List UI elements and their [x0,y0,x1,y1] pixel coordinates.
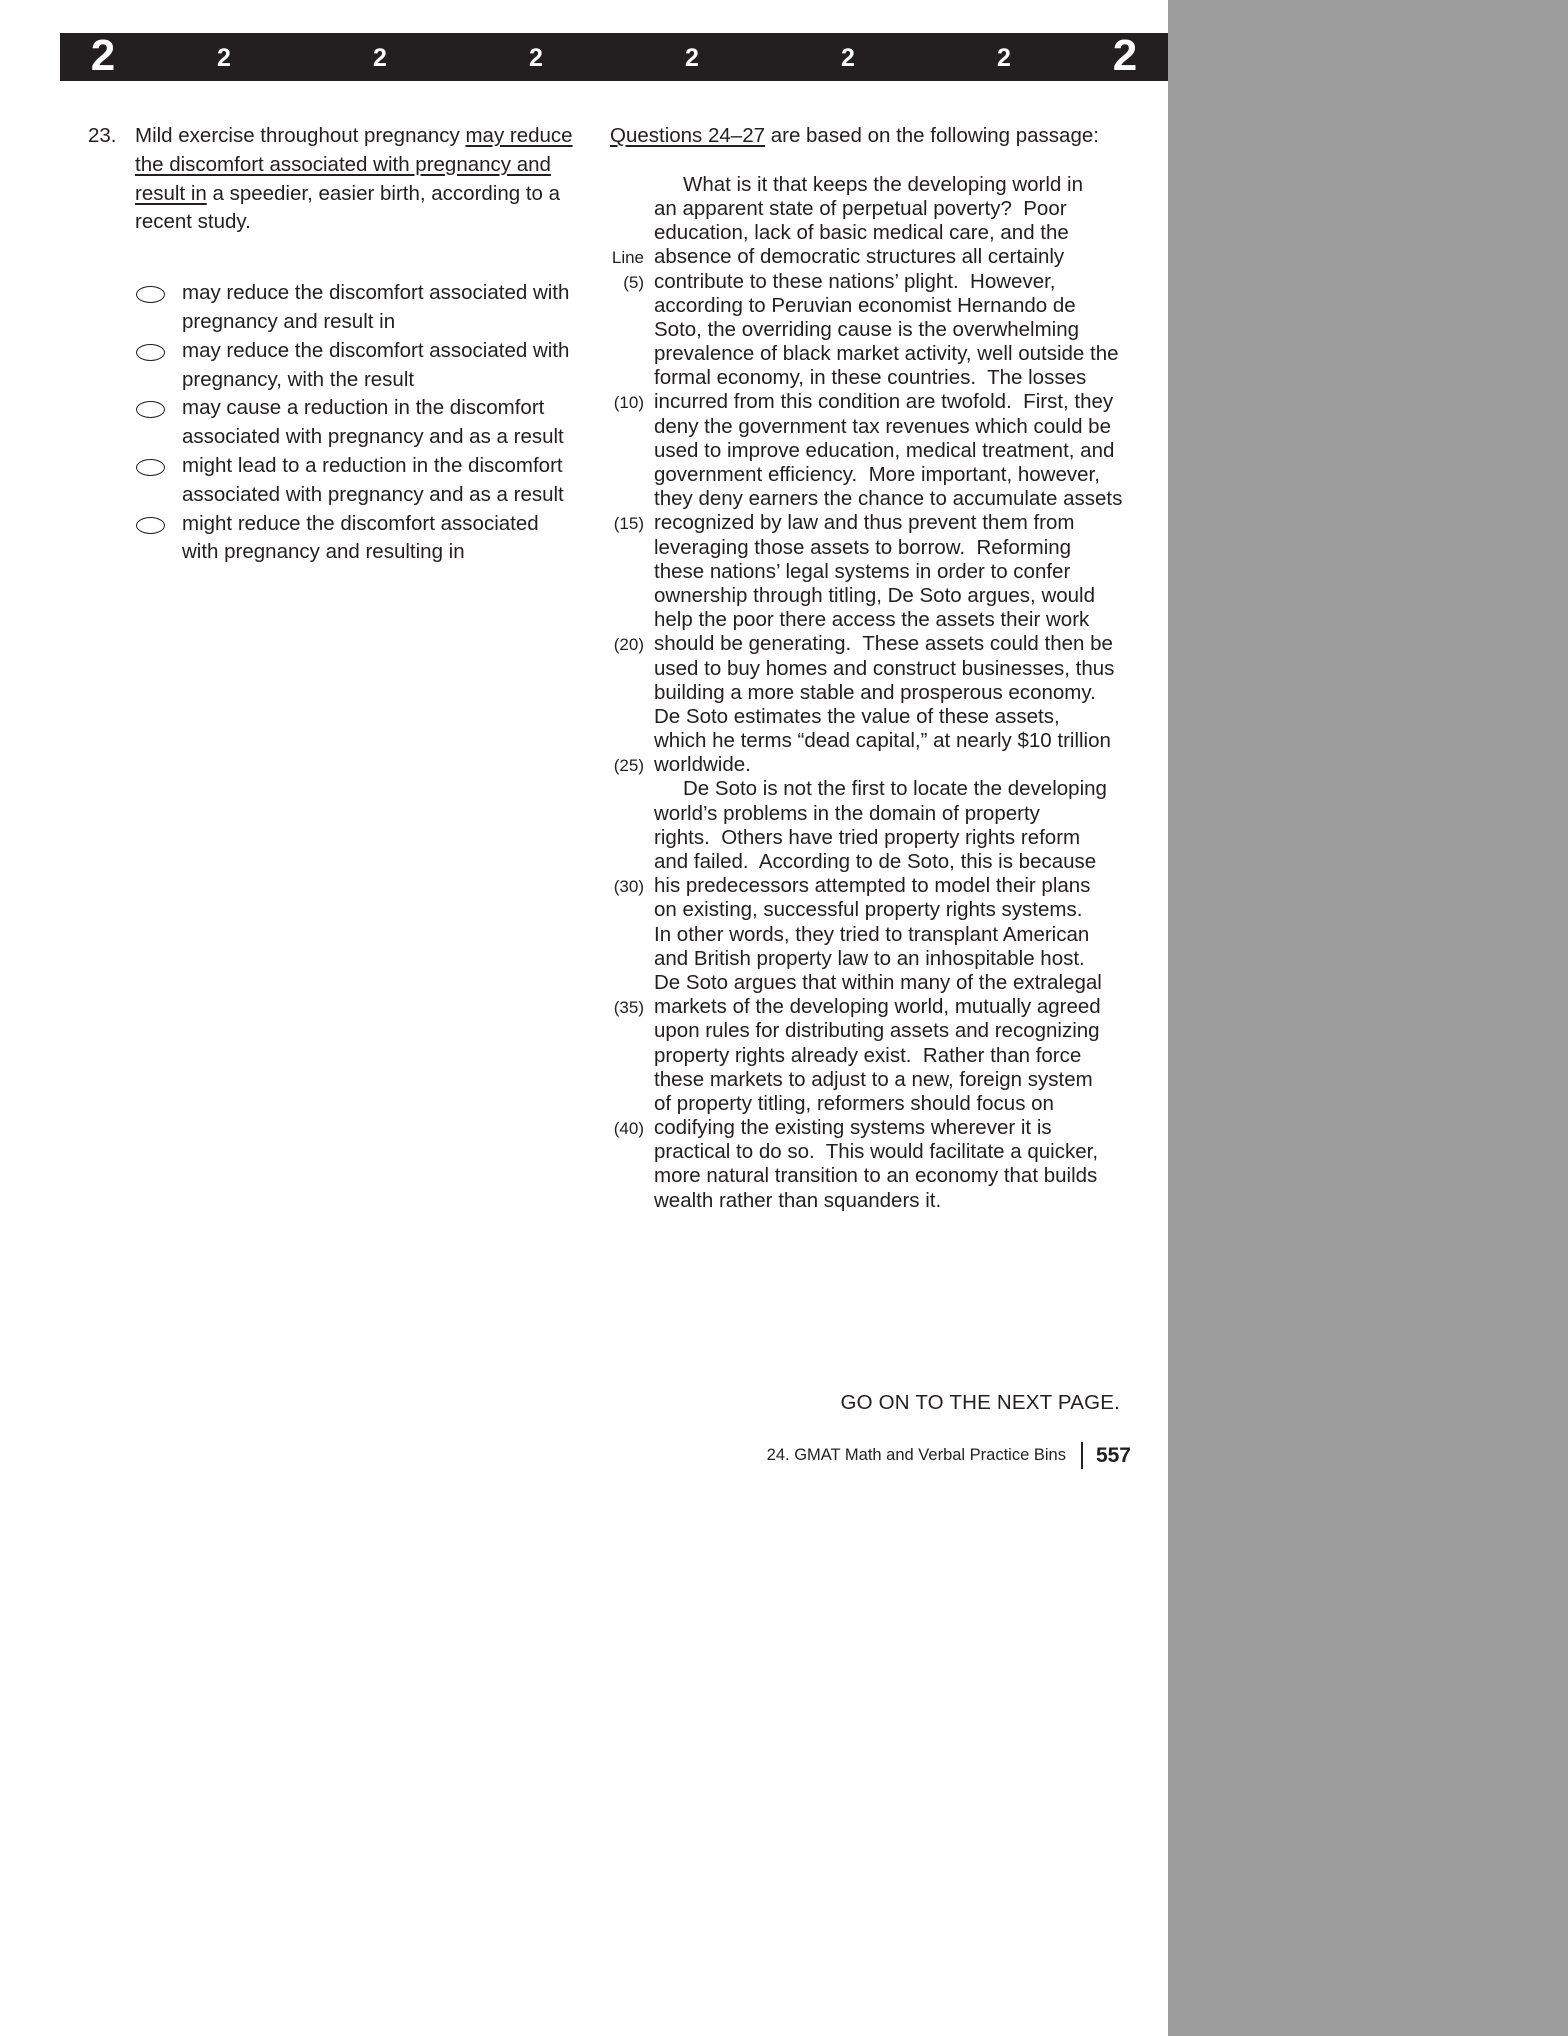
passage-line-number: Line [611,248,644,268]
passage-line [610,294,1130,318]
passage-line-text: an apparent state of perpetual poverty? Poor [654,196,1067,220]
answer-choice-d[interactable] [136,452,578,510]
passage-line-text: property rights already exist. Rather than force [654,1043,1082,1067]
banner-section-number: 2 [997,43,1011,72]
passage-line [610,632,1130,656]
passage-line [610,971,1130,995]
passage-heading-rest: are based on the following passage: [765,124,1099,147]
passage-line-text: Soto, the overriding cause is the overwhelming [654,317,1080,341]
answer-choice-label: might reduce the discomfort associated with pregnancy and resulting in [182,511,539,564]
passage-line-number: (35) [613,998,644,1018]
passage-line-text: used to buy homes and construct businesses, thus [654,656,1115,680]
passage-line-text: wealth rather than squanders it. [654,1188,942,1212]
banner-section-number-left: 2 [90,31,116,80]
footer-page-number: 557 [1095,1443,1131,1467]
passage-line [610,487,1130,511]
passage-line-text: deny the government tax revenues which could be [654,414,1111,438]
passage-line [610,729,1130,753]
passage-line [610,777,1130,801]
book-edge-gutter [1168,0,1568,2036]
answer-choice-label: might lead to a reduction in the discomfort associated with pregnancy and as a result [182,453,564,506]
banner-section-number: 2 [685,43,699,72]
passage-line-number: (10) [613,393,644,413]
answer-choices [88,279,578,567]
passage-line [610,1092,1130,1116]
question-stem-pre: Mild exercise throughout pregnancy [135,124,466,147]
answer-bubble-icon[interactable] [136,286,165,303]
passage-line-number: (30) [613,877,644,897]
passage-line-text: codifying the existing systems wherever it is [654,1116,1052,1140]
right-column [610,122,1130,1213]
passage-line [610,898,1130,922]
passage-line-text: they deny earners the chance to accumulate assets [654,487,1123,511]
passage-line [610,753,1130,777]
passage-line-text: should be generating. These assets could then be [654,632,1113,656]
passage-line-text: contribute to these nations’ plight. However, [654,269,1056,293]
passage-line [610,850,1130,874]
passage-line-text: ownership through titling, De Soto argues, would [654,583,1096,607]
answer-bubble-icon[interactable] [136,517,165,534]
passage-line [610,874,1130,898]
question-number: 23. [88,124,117,147]
passage-line-text: government efficiency. More important, however, [654,463,1100,487]
passage-line-text: markets of the developing world, mutually agreed [654,995,1101,1019]
passage-line-number: (5) [623,272,644,292]
banner-section-number: 2 [217,43,231,72]
answer-bubble-icon[interactable] [136,401,165,418]
passage-line-text: practical to do so. This would facilitate a quicker, [654,1140,1099,1164]
passage-line [610,415,1130,439]
passage-line-text: recognized by law and thus prevent them from [654,511,1075,535]
passage-line [610,245,1130,269]
answer-choice-label: may reduce the discomfort associated with pregnancy and result in [182,281,570,333]
passage-line [610,221,1130,245]
passage-line-text: used to improve education, medical treatment, and [654,438,1115,462]
passage-line [610,1044,1130,1068]
answer-choice-label: may reduce the discomfort associated with pregnancy, with the result [182,338,570,391]
passage-line-number: (40) [613,1119,644,1139]
passage-line-text: more natural transition to an economy that builds [654,1164,1098,1188]
passage-line-text: of property titling, reformers should focus on [654,1091,1054,1115]
footer-divider [1081,1442,1083,1469]
passage-line-text: these markets to adjust to a new, foreign system [654,1067,1093,1091]
question-stem-post: a speedier, easier birth, according to a recent study. [135,181,561,234]
passage-line [610,511,1130,535]
passage-line [610,1068,1130,1092]
passage-line [610,608,1130,632]
banner-section-number: 2 [373,43,387,72]
left-column [88,122,578,567]
banner-section-number-right: 2 [1112,31,1138,80]
passage-line [610,923,1130,947]
passage-line-text: and British property law to an inhospitable host. [654,946,1085,970]
passage-line [610,802,1130,826]
passage-line-text: worldwide. [654,753,751,777]
question-23 [88,122,578,237]
passage-line-number: (20) [613,635,644,655]
question-stem [135,122,578,237]
passage-line-text: What is it that keeps the developing world in [683,172,1083,196]
passage-line [610,705,1130,729]
passage-line-text: world’s problems in the domain of property [654,801,1040,825]
passage-line [610,390,1130,414]
passage-line-text: which he terms “dead capital,” at nearly $10 trillion [654,729,1111,753]
passage-line-text: and failed. According to de Soto, this is because [654,850,1097,874]
page-footer [0,1442,1131,1469]
banner-section-number: 2 [841,43,855,72]
answer-choice-c[interactable] [136,394,578,452]
section-banner [60,33,1168,81]
answer-choice-b[interactable] [136,337,578,395]
passage-line-text: prevalence of black market activity, well outside the [654,342,1119,366]
passage-line [610,584,1130,608]
passage-line-text: incurred from this condition are twofold. First, they [654,390,1114,414]
footer-chapter-label: 24. GMAT Math and Verbal Practice Bins [766,1446,1066,1464]
passage-line [610,1140,1130,1164]
passage-line-text: leveraging those assets to borrow. Reforming [654,535,1072,559]
passage-line [610,1019,1130,1043]
passage-line-text: education, lack of basic medical care, and the [654,221,1069,245]
passage-line-number: (25) [613,756,644,776]
answer-choice-e[interactable] [136,510,578,568]
passage-line [610,560,1130,584]
passage-line [610,173,1130,197]
passage-line [610,270,1130,294]
passage-line-text: rights. Others have tried property rights reform [654,825,1081,849]
passage-line-text: In other words, they tried to transplant American [654,922,1090,946]
answer-bubble-icon[interactable] [136,459,165,476]
passage-line [610,318,1130,342]
passage-line [610,947,1130,971]
passage-heading-range: Questions 24–27 [610,124,766,147]
passage-line-text: help the poor there access the assets their work [654,608,1090,632]
banner-section-number: 2 [529,43,543,72]
passage-line-text: according to Peruvian economist Hernando de [654,293,1076,317]
passage-line [610,681,1130,705]
passage-line-text: De Soto estimates the value of these assets, [654,704,1060,728]
passage-line-text: upon rules for distributing assets and recognizing [654,1019,1100,1043]
answer-choice-label: may cause a reduction in the discomfort associated with pregnancy and as a result [182,396,564,449]
passage-line [610,439,1130,463]
passage-line-text: these nations’ legal systems in order to confer [654,559,1071,583]
passage-line [610,826,1130,850]
passage-line [610,197,1130,221]
answer-choice-a[interactable] [136,279,578,337]
passage-line [610,1189,1130,1213]
passage-heading [610,122,1130,151]
answer-bubble-icon[interactable] [136,344,165,361]
passage-line-number: (15) [613,514,644,534]
passage-body [610,173,1130,1213]
passage-line [610,1116,1130,1140]
passage-line-text: absence of democratic structures all certainly [654,245,1065,269]
passage-line-text: De Soto is not the first to locate the developing [683,777,1107,801]
passage-line [610,342,1130,366]
passage-line-text: formal economy, in these countries. The losses [654,366,1087,390]
passage-line [610,657,1130,681]
passage-line [610,1164,1130,1188]
passage-line [610,366,1130,390]
passage-line [610,463,1130,487]
passage-line-text: building a more stable and prosperous economy. [654,680,1096,704]
passage-line [610,536,1130,560]
passage-line-text: on existing, successful property rights systems. [654,898,1083,922]
passage-line-text: De Soto argues that within many of the extralegal [654,970,1102,994]
passage-line-text: his predecessors attempted to model their plans [654,874,1091,898]
question-stem-underlined: may reduce the discomfort associated with pregnancy and result in [135,124,573,205]
go-on-notice: GO ON TO THE NEXT PAGE. [840,1391,1120,1414]
passage-line [610,995,1130,1019]
